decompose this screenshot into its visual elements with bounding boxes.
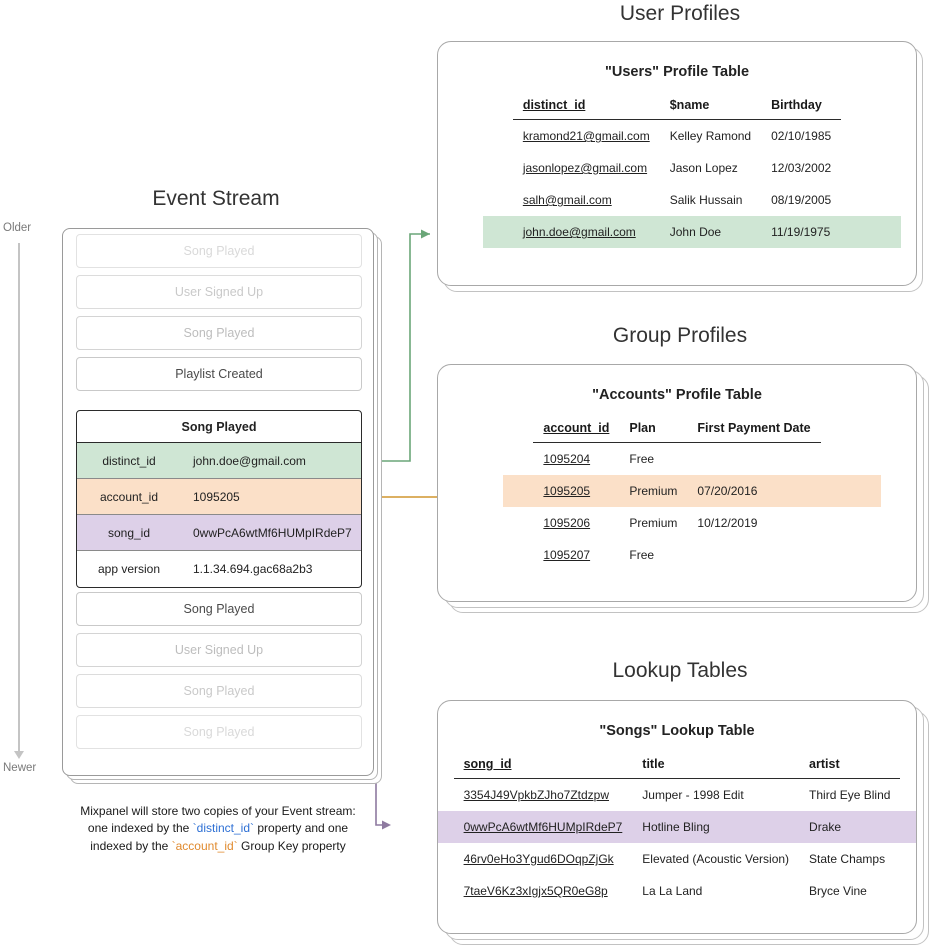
- event-property-row: [77, 551, 361, 587]
- event-property-value: 1095205: [193, 489, 240, 504]
- table-header-row: [513, 94, 841, 120]
- diagram-caption: [53, 803, 383, 855]
- event-property-value: john.doe@gmail.com: [193, 453, 306, 468]
- table-row[interactable]: [454, 779, 901, 812]
- time-axis-line: [18, 243, 20, 753]
- table-row[interactable]: [533, 475, 820, 507]
- event-row[interactable]: Song Played: [76, 592, 362, 626]
- column-header: account_id: [533, 417, 619, 443]
- table-cell: La La Land: [642, 884, 703, 898]
- table-cell: 3354J49VpkbZJho7Ztdzpw: [463, 788, 610, 802]
- table-cell: 11/19/1975: [761, 216, 841, 248]
- column-header: Birthday: [761, 94, 841, 120]
- event-property-row: [77, 443, 361, 479]
- accounts-table: [533, 417, 820, 571]
- table-cell: 46rv0eHo3Ygud6DOqpZjGk: [463, 852, 614, 866]
- users-table: [513, 94, 841, 248]
- event-row[interactable]: User Signed Up: [76, 275, 362, 309]
- table-cell: Free: [629, 452, 655, 466]
- section-title-user-profiles: User Profiles: [619, 2, 741, 25]
- table-cell: jasonlopez@gmail.com: [522, 161, 648, 175]
- axis-label-newer: Newer: [3, 762, 37, 774]
- table-cell: 0wwPcA6wtMf6HUMpIRdeP7: [454, 811, 633, 843]
- column-header: First Payment Date: [687, 417, 820, 443]
- time-axis-arrow: [14, 751, 24, 759]
- table-cell: Drake: [799, 811, 900, 843]
- table-cell: John Doe: [660, 216, 761, 248]
- table-cell: Kelley Ramond: [669, 129, 752, 143]
- table-cell: 1095205: [533, 475, 619, 507]
- column-header: distinct_id: [513, 94, 660, 120]
- table-cell: Salik Hussain: [669, 193, 743, 207]
- table-cell: kramond21@gmail.com: [522, 129, 650, 143]
- accounts-panel-title: "Accounts" Profile Table: [592, 387, 762, 403]
- table-cell: Hotline Bling: [632, 811, 799, 843]
- table-row[interactable]: [454, 811, 901, 843]
- caption-line-2-pre: one indexed by the: [87, 821, 193, 836]
- accounts-profile-panel: [437, 364, 917, 602]
- table-cell: john.doe@gmail.com: [513, 216, 660, 248]
- table-cell: 08/19/2005: [771, 193, 832, 207]
- caption-line-2-post: property and one: [254, 821, 349, 836]
- table-cell: 07/20/2016: [687, 475, 820, 507]
- section-title-group-profiles: Group Profiles: [612, 324, 748, 347]
- table-cell: 12/03/2002: [771, 161, 832, 175]
- column-header: song_id: [454, 753, 633, 779]
- event-stream-container: [62, 228, 374, 776]
- event-property-value: 0wwPcA6wtMf6HUMpIRdeP7: [193, 525, 352, 540]
- section-title-lookup-tables: Lookup Tables: [612, 659, 748, 682]
- table-row[interactable]: [533, 539, 820, 571]
- event-row[interactable]: Song Played: [76, 234, 362, 268]
- table-header-row: [454, 753, 901, 779]
- column-header: $name: [660, 94, 761, 120]
- column-header: title: [632, 753, 799, 779]
- songs-lookup-panel: [437, 700, 917, 934]
- event-property-key: song_id: [107, 525, 151, 540]
- table-cell: State Champs: [809, 852, 886, 866]
- table-cell: 02/10/1985: [771, 129, 832, 143]
- section-title-event-stream: Event Stream: [152, 187, 280, 210]
- table-row[interactable]: [513, 216, 841, 248]
- event-property-row: [77, 479, 361, 515]
- event-property-value: 1.1.34.694.gac68a2b3: [193, 562, 313, 576]
- table-cell: Third Eye Blind: [809, 788, 891, 802]
- caption-code-distinct-id: `distinct_id`: [192, 821, 255, 836]
- caption-code-account-id: `account_id`: [171, 838, 238, 853]
- table-cell: Free: [629, 548, 655, 562]
- expanded-event-title: Song Played: [77, 411, 361, 443]
- event-property-key: app version: [97, 562, 161, 576]
- caption-line-1: Mixpanel will store two copies of your Event stream:: [80, 804, 356, 818]
- table-cell: 7taeV6Kz3xIgjx5QR0eG8p: [463, 884, 608, 898]
- event-property-key: account_id: [99, 489, 159, 504]
- table-row[interactable]: [513, 120, 841, 153]
- column-header: Plan: [619, 417, 687, 443]
- table-cell: Premium: [629, 516, 678, 530]
- event-row[interactable]: Song Played: [76, 316, 362, 350]
- table-cell: 1095207: [543, 548, 591, 562]
- caption-line-2: [53, 820, 383, 837]
- table-cell: 1095204: [543, 452, 591, 466]
- event-row[interactable]: Song Played: [76, 674, 362, 708]
- table-row[interactable]: [454, 875, 901, 907]
- users-profile-panel: [437, 41, 917, 286]
- table-cell: Jumper - 1998 Edit: [642, 788, 744, 802]
- table-header-row: [533, 417, 820, 443]
- event-row[interactable]: Playlist Created: [76, 357, 362, 391]
- table-row[interactable]: [513, 184, 841, 216]
- table-cell: Bryce Vine: [809, 884, 867, 898]
- expanded-event-card[interactable]: [76, 410, 362, 588]
- event-property-key: distinct_id: [102, 453, 156, 468]
- songs-panel-title: "Songs" Lookup Table: [599, 723, 755, 739]
- table-cell: [687, 539, 820, 571]
- caption-line-3-pre: indexed by the: [90, 838, 172, 853]
- event-row[interactable]: Song Played: [76, 715, 362, 749]
- event-property-row: [77, 515, 361, 551]
- axis-label-older: Older: [3, 222, 32, 234]
- table-cell: Jason Lopez: [669, 161, 738, 175]
- table-row[interactable]: [513, 152, 841, 184]
- caption-line-3-post: Group Key property: [237, 838, 346, 853]
- table-cell: 10/12/2019: [697, 516, 758, 530]
- table-cell: Premium: [619, 475, 687, 507]
- table-cell: Elevated (Acoustic Version): [642, 852, 790, 866]
- users-panel-title: "Users" Profile Table: [604, 64, 750, 80]
- column-header: artist: [799, 753, 900, 779]
- event-row[interactable]: User Signed Up: [76, 633, 362, 667]
- table-row[interactable]: [454, 843, 901, 875]
- table-cell: [687, 443, 820, 476]
- songs-table: [454, 753, 901, 907]
- table-row[interactable]: [533, 507, 820, 539]
- table-row[interactable]: [533, 443, 820, 476]
- table-cell: salh@gmail.com: [522, 193, 612, 207]
- table-cell: 1095206: [543, 516, 591, 530]
- caption-line-3: [53, 838, 383, 855]
